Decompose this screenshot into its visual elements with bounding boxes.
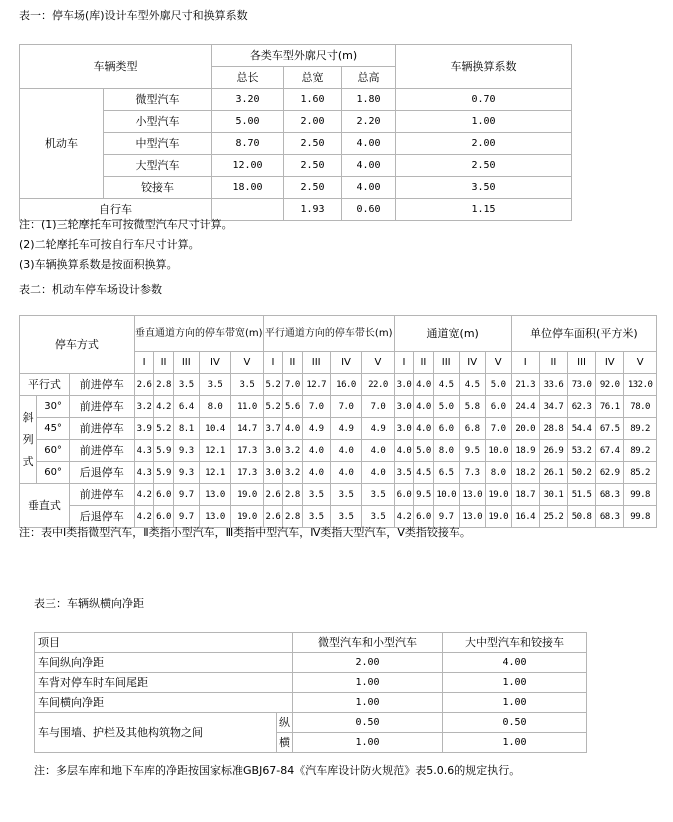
t1-cell-wid: 2.50 xyxy=(284,177,342,199)
t2-cell: 6.0 xyxy=(433,418,459,440)
t2-cell: 4.0 xyxy=(302,440,330,462)
t2-class-header: IV xyxy=(330,352,361,374)
t2-cell: 30.1 xyxy=(539,484,567,506)
t2-cell: 4.5 xyxy=(459,374,485,396)
t1-cell-coef: 1.00 xyxy=(396,111,572,133)
t2-cell: 20.0 xyxy=(511,418,539,440)
t2-cell: 7.0 xyxy=(302,396,330,418)
t2-cell: 68.3 xyxy=(596,506,624,528)
t2-cell: 13.0 xyxy=(199,506,230,528)
t2-cell: 89.2 xyxy=(624,440,657,462)
t2-cell: 6.4 xyxy=(173,396,199,418)
t2-mode: 前进停车 xyxy=(69,484,134,506)
t1-vehicle-name: 微型汽车 xyxy=(104,89,212,111)
t2-cell: 2.6 xyxy=(263,484,282,506)
t2-cell: 22.0 xyxy=(362,374,395,396)
t2-cell: 19.0 xyxy=(231,484,264,506)
t2-slant-label: 斜列式 xyxy=(20,396,37,484)
t2-cell: 51.5 xyxy=(567,484,595,506)
t2-cell: 4.5 xyxy=(414,462,433,484)
t2-mode: 后退停车 xyxy=(69,462,134,484)
t2-class-header: II xyxy=(414,352,433,374)
t2-cell: 9.5 xyxy=(459,440,485,462)
t2-row xyxy=(20,506,657,528)
t2-cell: 89.2 xyxy=(624,418,657,440)
t2-cell: 18.7 xyxy=(511,484,539,506)
t1-header-dims: 各类车型外廓尺寸(m) xyxy=(212,45,396,67)
t2-cell: 62.3 xyxy=(567,396,595,418)
t2-cell: 13.0 xyxy=(459,506,485,528)
t2-row xyxy=(20,374,657,396)
t2-cell: 54.4 xyxy=(567,418,595,440)
t2-cell: 5.2 xyxy=(263,396,282,418)
t2-row xyxy=(20,462,657,484)
t2-cell: 3.5 xyxy=(199,374,230,396)
t2-cell: 4.0 xyxy=(330,462,361,484)
t3-wall-label: 车与围墙、护栏及其他构筑物之间 xyxy=(35,713,277,753)
t1-bike-name: 自行车 xyxy=(20,199,212,221)
t2-cell: 68.3 xyxy=(596,484,624,506)
t2-cell: 34.7 xyxy=(539,396,567,418)
t2-cell: 10.0 xyxy=(485,440,511,462)
t1-cell-len: 5.00 xyxy=(212,111,284,133)
t2-cell: 19.0 xyxy=(485,506,511,528)
t1-bike-coef: 1.15 xyxy=(396,199,572,221)
t2-class-header: IV xyxy=(596,352,624,374)
t3-small: 1.00 xyxy=(293,673,443,693)
t2-cell: 9.3 xyxy=(173,462,199,484)
t1-header-width: 总宽 xyxy=(284,67,342,89)
t1-vehicle-name: 铰接车 xyxy=(104,177,212,199)
t2-row xyxy=(20,440,657,462)
t3-lat-small: 1.00 xyxy=(293,733,443,753)
t3-row xyxy=(35,653,587,673)
t2-cell: 3.5 xyxy=(302,506,330,528)
t1-cell-coef: 0.70 xyxy=(396,89,572,111)
t1-cell-len: 3.20 xyxy=(212,89,284,111)
t2-cell: 9.3 xyxy=(173,440,199,462)
t2-class-header: V xyxy=(485,352,511,374)
t2-mode: 后退停车 xyxy=(69,506,134,528)
t2-cell: 3.5 xyxy=(231,374,264,396)
t3-header-large: 大中型汽车和铰接车 xyxy=(443,633,587,653)
t2-cell: 4.0 xyxy=(330,440,361,462)
t2-cell: 99.8 xyxy=(624,484,657,506)
t2-cell: 4.2 xyxy=(154,396,173,418)
t2-cell: 8.1 xyxy=(173,418,199,440)
t2-cell: 4.5 xyxy=(433,374,459,396)
t2-cell: 2.8 xyxy=(283,506,302,528)
t2-cell: 24.4 xyxy=(511,396,539,418)
t1-row xyxy=(20,89,572,111)
t1-group-label: 机动车 xyxy=(20,89,104,199)
t2-cell: 26.9 xyxy=(539,440,567,462)
t3-row xyxy=(35,693,587,713)
t2-cell: 4.0 xyxy=(362,440,395,462)
t2-cell: 73.0 xyxy=(567,374,595,396)
t2-cell: 7.0 xyxy=(283,374,302,396)
t2-cell: 5.2 xyxy=(263,374,282,396)
t2-class-header: I xyxy=(511,352,539,374)
t1-cell-hei: 4.00 xyxy=(342,177,396,199)
t2-cell: 33.6 xyxy=(539,374,567,396)
t1-cell-coef: 2.00 xyxy=(396,133,572,155)
t3-item: 车间纵向净距 xyxy=(35,653,293,673)
t2-class-header: IV xyxy=(199,352,230,374)
t2-cell: 8.0 xyxy=(199,396,230,418)
t2-cell: 9.5 xyxy=(414,484,433,506)
t2-parallel-label: 平行式 xyxy=(20,374,70,396)
t2-cell: 18.2 xyxy=(511,462,539,484)
t1-cell-coef: 2.50 xyxy=(396,155,572,177)
t2-cell: 9.7 xyxy=(173,506,199,528)
t3-long-small: 0.50 xyxy=(293,713,443,733)
t2-cell: 2.8 xyxy=(283,484,302,506)
t2-class-header: III xyxy=(173,352,199,374)
t1-header-height: 总高 xyxy=(342,67,396,89)
t2-mode: 前进停车 xyxy=(69,418,134,440)
t2-cell: 5.9 xyxy=(154,440,173,462)
t2-cell: 3.9 xyxy=(134,418,153,440)
t1-cell-len: 18.00 xyxy=(212,177,284,199)
t2-cell: 19.0 xyxy=(485,484,511,506)
t3-note: 注：多层车库和地下车库的净距按国家标准GBJ67-84《汽车库设计防火规范》表5.0.6的规定执行。 xyxy=(34,764,521,777)
t2-cell: 5.6 xyxy=(283,396,302,418)
t2-cell: 3.5 xyxy=(362,484,395,506)
t2-cell: 3.5 xyxy=(330,484,361,506)
t2-class-header: II xyxy=(283,352,302,374)
t2-cell: 4.0 xyxy=(414,396,433,418)
t2-cell: 7.0 xyxy=(485,418,511,440)
t2-class-header: II xyxy=(539,352,567,374)
t2-cell: 18.9 xyxy=(511,440,539,462)
t2-angle: 60° xyxy=(37,462,69,484)
t2-cell: 2.6 xyxy=(134,374,153,396)
t2-cell: 3.2 xyxy=(283,462,302,484)
t2-cell: 3.0 xyxy=(394,418,413,440)
t3-item: 车间横向净距 xyxy=(35,693,293,713)
t2-cell: 14.7 xyxy=(231,418,264,440)
t1-cell-hei: 1.80 xyxy=(342,89,396,111)
t3-item: 车背对停车时车间尾距 xyxy=(35,673,293,693)
t2-cell: 17.3 xyxy=(231,440,264,462)
t2-cell: 67.4 xyxy=(596,440,624,462)
t2-cell: 5.0 xyxy=(414,440,433,462)
t3-row-wall-long xyxy=(35,713,587,733)
t2-cell: 5.9 xyxy=(154,462,173,484)
t3-large: 1.00 xyxy=(443,693,587,713)
t3-large: 4.00 xyxy=(443,653,587,673)
t2-cell: 3.0 xyxy=(394,396,413,418)
t2-cell: 16.4 xyxy=(511,506,539,528)
t2-cell: 4.0 xyxy=(414,374,433,396)
t2-cell: 10.0 xyxy=(433,484,459,506)
t3-header-item: 项目 xyxy=(35,633,293,653)
t1-cell-coef: 3.50 xyxy=(396,177,572,199)
table2-title: 表二：机动车停车场设计参数 xyxy=(19,283,162,296)
t2-cell: 3.5 xyxy=(394,462,413,484)
t2-cell: 4.0 xyxy=(302,462,330,484)
t2-cell: 3.5 xyxy=(362,506,395,528)
t3-lat-label: 横 xyxy=(277,733,293,753)
t2-cell: 3.7 xyxy=(263,418,282,440)
t2-cell: 7.0 xyxy=(330,396,361,418)
t2-cell: 28.8 xyxy=(539,418,567,440)
t1-vehicle-name: 小型汽车 xyxy=(104,111,212,133)
t2-angle: 45° xyxy=(37,418,69,440)
t2-cell: 12.7 xyxy=(302,374,330,396)
t2-header-bay-length: 平行通道方向的停车带长(m) xyxy=(263,316,394,352)
t2-cell: 10.4 xyxy=(199,418,230,440)
t2-cell: 4.0 xyxy=(414,418,433,440)
t2-cell: 99.8 xyxy=(624,506,657,528)
t2-header-area: 单位停车面积(平方米) xyxy=(511,316,656,352)
t2-cell: 3.0 xyxy=(394,374,413,396)
t2-header-bay-width: 垂直通道方向的停车带宽(m) xyxy=(134,316,263,352)
t3-small: 2.00 xyxy=(293,653,443,673)
t2-cell: 26.1 xyxy=(539,462,567,484)
t2-cell: 3.0 xyxy=(263,462,282,484)
t2-cell: 78.0 xyxy=(624,396,657,418)
t2-class-header: III xyxy=(302,352,330,374)
t2-class-header: IV xyxy=(459,352,485,374)
t3-lat-large: 1.00 xyxy=(443,733,587,753)
t1-cell-hei: 2.20 xyxy=(342,111,396,133)
t2-cell: 53.2 xyxy=(567,440,595,462)
table3-title: 表三：车辆纵横向净距 xyxy=(34,597,144,610)
t2-cell: 8.0 xyxy=(485,462,511,484)
t2-cell: 132.0 xyxy=(624,374,657,396)
t2-cell: 4.2 xyxy=(394,506,413,528)
t2-cell: 3.2 xyxy=(134,396,153,418)
t1-header-type: 车辆类型 xyxy=(20,45,212,89)
t2-cell: 7.3 xyxy=(459,462,485,484)
t2-cell: 4.2 xyxy=(134,506,153,528)
t2-angle: 60° xyxy=(37,440,69,462)
t2-cell: 67.5 xyxy=(596,418,624,440)
t2-cell: 7.0 xyxy=(362,396,395,418)
t2-class-header: V xyxy=(624,352,657,374)
t1-note-1: 注：(1)三轮摩托车可按微型汽车尺寸计算。 xyxy=(19,218,233,231)
t2-class-header: III xyxy=(567,352,595,374)
t2-header-aisle: 通道宽(m) xyxy=(394,316,511,352)
table1 xyxy=(19,44,572,221)
t3-long-label: 纵 xyxy=(277,713,293,733)
t2-cell: 6.0 xyxy=(154,484,173,506)
t1-cell-wid: 1.60 xyxy=(284,89,342,111)
t1-cell-wid: 2.50 xyxy=(284,133,342,155)
t2-cell: 13.0 xyxy=(199,484,230,506)
t2-cell: 25.2 xyxy=(539,506,567,528)
t2-class-header: V xyxy=(362,352,395,374)
t2-cell: 4.0 xyxy=(362,462,395,484)
t3-header-small: 微型汽车和小型汽车 xyxy=(293,633,443,653)
t2-cell: 3.5 xyxy=(302,484,330,506)
t1-note-2: (2)二轮摩托车可按自行车尺寸计算。 xyxy=(19,238,200,251)
t2-vertical-label: 垂直式 xyxy=(20,484,70,528)
t1-bike-height: 0.60 xyxy=(342,199,396,221)
t2-cell: 4.3 xyxy=(134,440,153,462)
t2-mode: 前进停车 xyxy=(69,374,134,396)
t2-cell: 6.0 xyxy=(394,484,413,506)
t2-cell: 3.0 xyxy=(263,440,282,462)
t1-cell-len: 8.70 xyxy=(212,133,284,155)
t3-row xyxy=(35,673,587,693)
t2-cell: 11.0 xyxy=(231,396,264,418)
t2-cell: 76.1 xyxy=(596,396,624,418)
t2-cell: 6.5 xyxy=(433,462,459,484)
t2-class-header: I xyxy=(263,352,282,374)
t2-cell: 4.0 xyxy=(394,440,413,462)
t2-cell: 6.0 xyxy=(154,506,173,528)
t2-cell: 5.0 xyxy=(485,374,511,396)
t2-cell: 16.0 xyxy=(330,374,361,396)
t2-row xyxy=(20,396,657,418)
t1-cell-hei: 4.00 xyxy=(342,133,396,155)
t2-cell: 6.0 xyxy=(485,396,511,418)
t1-header-coef: 车辆换算系数 xyxy=(396,45,572,89)
t2-cell: 9.7 xyxy=(433,506,459,528)
t2-cell: 4.0 xyxy=(283,418,302,440)
t2-cell: 50.8 xyxy=(567,506,595,528)
t2-cell: 62.9 xyxy=(596,462,624,484)
t3-small: 1.00 xyxy=(293,693,443,713)
t3-long-large: 0.50 xyxy=(443,713,587,733)
t2-cell: 6.8 xyxy=(459,418,485,440)
t2-header-mode: 停车方式 xyxy=(20,316,135,374)
t2-cell: 8.0 xyxy=(433,440,459,462)
t1-note-3: (3)车辆换算系数是按面积换算。 xyxy=(19,258,178,271)
t2-cell: 85.2 xyxy=(624,462,657,484)
t2-row xyxy=(20,418,657,440)
t3-large: 1.00 xyxy=(443,673,587,693)
t2-cell: 50.2 xyxy=(567,462,595,484)
t2-class-header: I xyxy=(394,352,413,374)
t2-cell: 2.8 xyxy=(154,374,173,396)
t2-cell: 3.5 xyxy=(173,374,199,396)
t2-class-header: V xyxy=(231,352,264,374)
t2-angle: 30° xyxy=(37,396,69,418)
table2 xyxy=(19,315,657,528)
t2-cell: 92.0 xyxy=(596,374,624,396)
t2-class-header: I xyxy=(134,352,153,374)
t2-cell: 4.3 xyxy=(134,462,153,484)
t2-cell: 13.0 xyxy=(459,484,485,506)
t2-cell: 6.0 xyxy=(414,506,433,528)
t2-cell: 12.1 xyxy=(199,440,230,462)
t2-cell: 5.8 xyxy=(459,396,485,418)
t2-row xyxy=(20,484,657,506)
t2-cell: 4.9 xyxy=(302,418,330,440)
t2-cell: 12.1 xyxy=(199,462,230,484)
t2-cell: 21.3 xyxy=(511,374,539,396)
t2-mode: 前进停车 xyxy=(69,396,134,418)
t2-cell: 4.2 xyxy=(134,484,153,506)
t2-cell: 9.7 xyxy=(173,484,199,506)
t1-cell-wid: 2.00 xyxy=(284,111,342,133)
t2-cell: 4.9 xyxy=(362,418,395,440)
t2-cell: 2.6 xyxy=(263,506,282,528)
t2-cell: 17.3 xyxy=(231,462,264,484)
t2-cell: 19.0 xyxy=(231,506,264,528)
table3 xyxy=(34,632,587,753)
t2-cell: 5.0 xyxy=(433,396,459,418)
t2-cell: 3.2 xyxy=(283,440,302,462)
t2-class-header: III xyxy=(433,352,459,374)
t2-note: 注：表中Ⅰ类指微型汽车，Ⅱ类指小型汽车，Ⅲ类指中型汽车，Ⅳ类指大型汽车，Ⅴ类指铰接车。 xyxy=(19,526,471,539)
t2-cell: 5.2 xyxy=(154,418,173,440)
t2-cell: 4.9 xyxy=(330,418,361,440)
t1-bike-width: 1.93 xyxy=(284,199,342,221)
t2-cell: 3.5 xyxy=(330,506,361,528)
t1-header-length: 总长 xyxy=(212,67,284,89)
t2-class-header: II xyxy=(154,352,173,374)
table1-title: 表一：停车场(库)设计车型外廓尺寸和换算系数 xyxy=(19,9,248,22)
t1-vehicle-name: 中型汽车 xyxy=(104,133,212,155)
t1-cell-wid: 2.50 xyxy=(284,155,342,177)
t2-mode: 前进停车 xyxy=(69,440,134,462)
t1-cell-len: 12.00 xyxy=(212,155,284,177)
t1-vehicle-name: 大型汽车 xyxy=(104,155,212,177)
t1-cell-hei: 4.00 xyxy=(342,155,396,177)
